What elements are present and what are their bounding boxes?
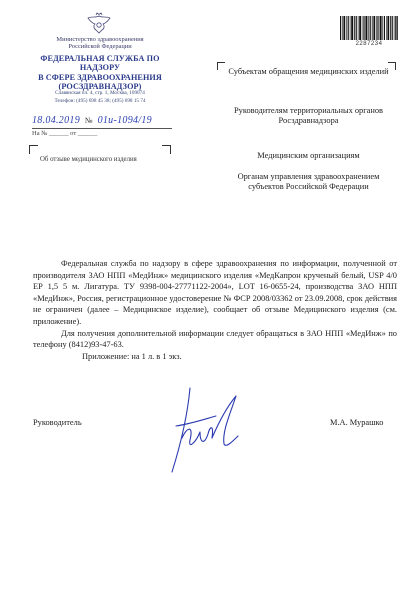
body-paragraph: Федеральная служба по надзору в сфере здравоохранения по информации, полученной от производителя ЗАО НПП «МедИнж» медицинского изделия «МедКапрон крученый белый, USP 4/0 ЕР 1,5 5 м. Лигатура. ТУ 9398-004-27771122-2004», LOT 16-0655-24, производства ЗАО НПП «МедИнж», Россия, регистрационное удостоверение № ФСР 2008/03362 от 23.09.2008, срок действия не ограничен (далее – Медицинское изделие), сообщает об отзыве Медицинского изделия (см. приложение). (33, 259, 397, 326)
outgoing-date: 18.04.2019 (32, 115, 80, 126)
signature-icon (160, 380, 248, 484)
agency-line: В СФЕРЕ ЗДРАВООХРАНЕНИЯ (38, 72, 162, 82)
recipient-bracket-left (217, 62, 225, 70)
ministry-line: Российской Федерации (68, 43, 132, 51)
reference-line: На № ______ от ______ (32, 130, 98, 137)
ministry-name (40, 36, 160, 51)
number-sign: № (84, 116, 93, 125)
recipient-item: Медицинским организациям (257, 151, 360, 160)
signatory-name: М.А. Мурашко (330, 418, 384, 427)
agency-address (30, 90, 170, 105)
recipient-item: Органам управления здравоохранением субъектов Российской Федерации (237, 172, 380, 192)
outgoing-date-number (32, 115, 152, 126)
attachment-note: Приложение: на 1 л. в 1 экз. (82, 352, 182, 361)
agency-line: (РОСЗДРАВНАДЗОР) (58, 82, 142, 92)
agency-name (30, 54, 170, 92)
recipient-item: Субъектам обращения медицинских изделий (228, 67, 389, 76)
recipient-item: Руководителям территориальных органов Росздравнадзора (233, 106, 384, 126)
body-paragraph: Для получения дополнительной информации следует обращаться в ЗАО НПП «МедИнж» по телефону (8412)93-47-63. (33, 328, 397, 350)
barcode-icon (340, 16, 398, 40)
ministry-line: Министерство здравоохранения (56, 36, 144, 43)
coat-of-arms-icon (86, 12, 112, 36)
letter-subject: Об отзыве медицинского изделия (40, 156, 137, 163)
barcode-number: 2287234 (355, 41, 383, 47)
agency-line: ФЕДЕРАЛЬНАЯ СЛУЖБА ПО НАДЗОРУ (40, 54, 160, 73)
outgoing-number: 01и-1094/19 (97, 115, 152, 126)
subject-bracket-right (162, 145, 171, 154)
address-line: Славянская пл. 4, стр. 1, Москва, 109074 (55, 90, 145, 96)
date-underline (32, 128, 172, 129)
phone-line: Телефон: (495) 698 45 38; (495) 698 15 74 (54, 97, 146, 104)
subject-bracket-left (29, 145, 38, 154)
letter-body (33, 258, 397, 351)
signatory-role: Руководитель (33, 418, 82, 427)
